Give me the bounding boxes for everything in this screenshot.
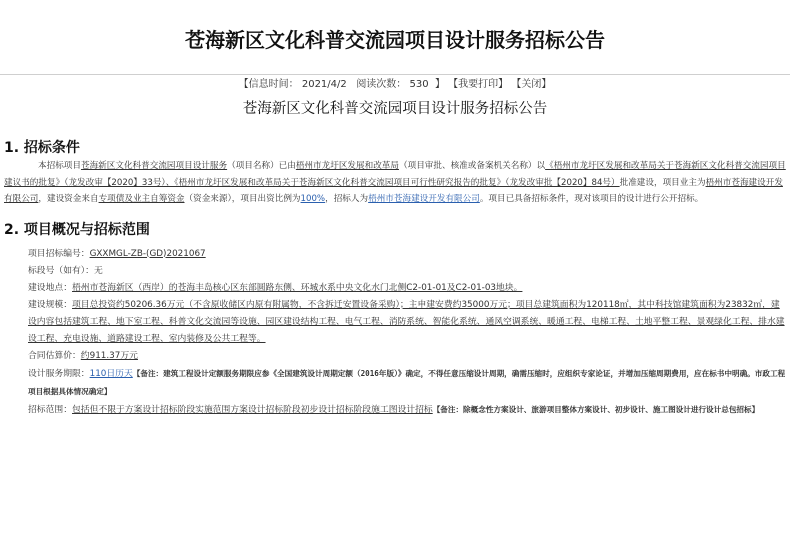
page-title: 苍海新区文化科普交流园项目设计服务招标公告 <box>185 28 605 52</box>
views-count: 530 <box>409 79 429 90</box>
info-time-label: 【信息时间： <box>238 79 299 90</box>
s1-funding-ratio: 100% <box>300 194 326 204</box>
contract-price-label: 合同估算价： <box>28 350 81 361</box>
s1-text-a: 本招标项目 <box>38 161 81 171</box>
s1-funding-source: 专项债及业主自筹资金 <box>98 194 185 204</box>
lot-number-value: 无 <box>93 265 103 276</box>
row-scale <box>0 297 790 348</box>
bid-scope-note: 【备注：除概念性方案设计、旅游项目整体方案设计、初步设计、施工图设计进行设计总包招标】 <box>432 404 760 414</box>
row-contract-price <box>0 348 790 365</box>
s1-text-c: （项目名称）已由 <box>227 161 296 171</box>
service-period-value: 110日历天 <box>89 368 133 379</box>
views-label: 阅读次数： <box>356 79 407 90</box>
bid-number-label: 项目招标编号： <box>28 248 90 259</box>
announcement-subtitle: 苍海新区文化科普交流园项目设计服务招标公告 <box>242 101 548 117</box>
title-divider <box>0 74 790 75</box>
bidding-conditions-paragraph <box>0 158 790 208</box>
section-heading-bidding-conditions: 1. 招标条件 <box>4 140 80 156</box>
s1-text-i: ，建设资金来自 <box>38 194 99 204</box>
s1-text-g: 批准建设，项目业主为 <box>619 177 706 188</box>
row-service-period <box>0 365 790 401</box>
row-location <box>0 280 790 297</box>
service-period-label: 设计服务期限： <box>28 368 90 379</box>
s1-owner: 梧州市苍海建设开发有限公司 <box>4 177 783 204</box>
s1-text-o: 。项目已具备招标条件，现对该项目的设计进行公开招标。 <box>479 194 704 204</box>
row-bid-number <box>0 246 790 263</box>
bid-scope-label: 招标范围： <box>28 404 72 415</box>
section-heading-project-overview: 2. 项目概况与招标范围 <box>4 221 150 238</box>
scale-label: 建设规模： <box>28 299 72 310</box>
s1-text-e: （项目审批、核准或备案机关名称）以 <box>399 161 546 171</box>
location-label: 建设地点： <box>28 282 72 293</box>
s1-approval-agency: 梧州市龙圩区发展和改革局 <box>295 161 399 171</box>
project-overview-list <box>0 246 790 419</box>
row-lot-number <box>0 263 790 280</box>
location-value: 梧州市苍海新区（西岸）的苍海丰岛核心区东部圆路东侧、环城水系中央文化水门北侧C2-01-01及C2-01-03地块。 <box>72 282 523 293</box>
info-time: 2021/4/2 <box>301 79 347 90</box>
close-link[interactable]: 【关闭】 <box>511 79 552 90</box>
bid-number-value: GXXMGL-ZB-(GD)2021067 <box>89 248 206 259</box>
meta-close-bracket: 】 <box>434 79 445 90</box>
row-bid-scope <box>0 401 790 419</box>
scale-value-a: 项目总投资约50206.36万元（不含原收储区内原有附属物，不含拆迁安置设备采购）；主申建安费约35000万元；项目总建筑面积为120118㎡，其中科技馆建筑面积为23832㎡，建设内容包括建筑工程 <box>28 299 780 327</box>
s1-approval-docs: 《梧州市龙圩区发展和改革局关于苍海新区文化科普交流园项目建议书的批复》（龙发改审【2020】33号）、《梧州市龙圩区发展和改革局关于苍海新区文化科普交流园项目可行性研究报告的批复》（龙发改审批【2020】84号） <box>4 161 786 188</box>
contract-price-value: 约911.37万元 <box>80 350 138 361</box>
print-link[interactable]: 【我要打印】 <box>448 79 509 90</box>
bid-scope-value: 包括但不限于方案设计招标阶段实施范围方案设计招标阶段初步设计招标阶段施工图设计招标 <box>72 404 433 415</box>
info-meta-bar <box>0 78 790 92</box>
lot-number-label: 标段号（如有）： <box>28 265 94 276</box>
s1-tenderer: 梧州市苍海建设开发有限公司 <box>368 194 480 204</box>
scale-value-b: 、地下室工程、科普文化交流园等设施、园区建设结构工程、电气工程、消防系统、智能化系统、通风空调系统、暖通工程、电梯工程、土地平整工程、景观绿化工程、排水建设工程、充电设施、道路建设工程、室内装修及公共工程等。 <box>28 316 785 344</box>
service-period-note: 【备注：建筑工程设计定额服务期限应参《全国建筑设计周期定额（2016年版）》确定，不得任意压缩设计周期，确需压缩时，应组织专家论证，并增加压缩周期费用，应在标书中明确。市政工程项目根据具体情况确定】 <box>28 368 786 396</box>
s1-text-k: （资金来源），项目出资比例为 <box>184 194 301 204</box>
s1-text-m: ，招标人为 <box>325 194 369 204</box>
s1-project-name: 苍海新区文化科普交流园项目设计服务 <box>80 161 228 171</box>
